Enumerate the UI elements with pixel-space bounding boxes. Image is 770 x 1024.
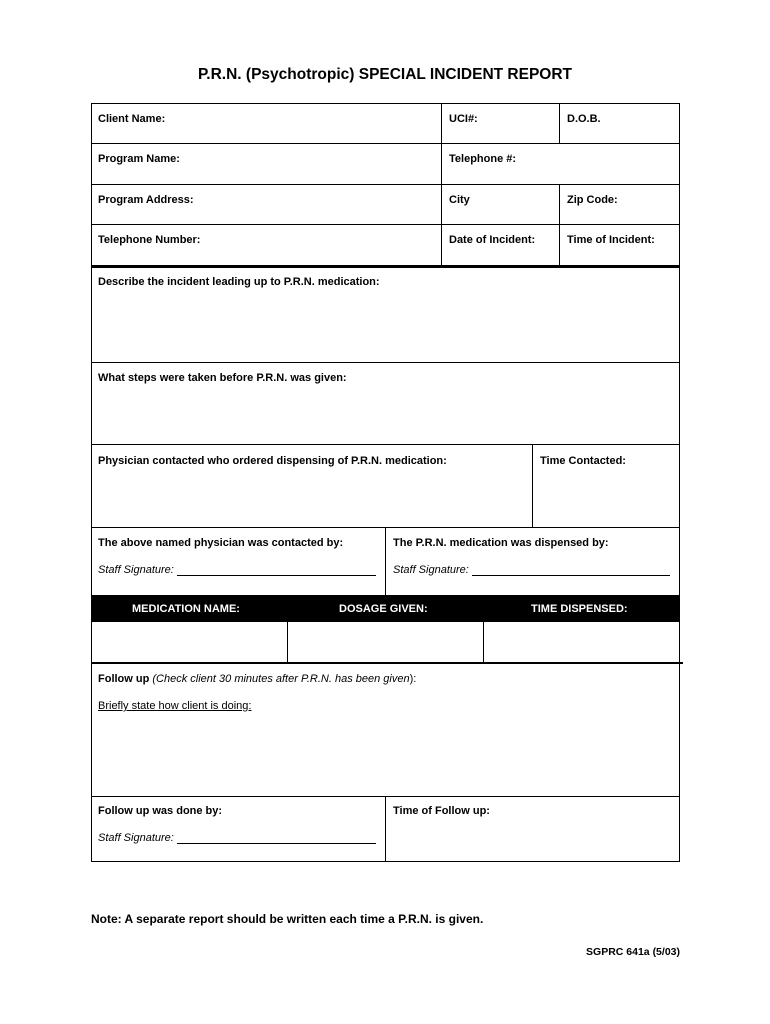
program-address-field[interactable]: Program Address: — [98, 194, 194, 206]
note-text: Note: A separate report should be written each time a P.R.N. is given. — [91, 912, 484, 926]
dob-field[interactable]: D.O.B. — [567, 113, 601, 125]
staff-signature-line[interactable] — [177, 843, 376, 844]
time-dispensed-cell[interactable] — [484, 622, 679, 662]
staff-signature-label: Staff Signature: — [98, 564, 174, 576]
describe-incident-label: Describe the incident leading up to P.R.N. medication: — [98, 276, 380, 288]
staff-signature-label: Staff Signature: — [98, 832, 174, 844]
dosage-given-cell[interactable] — [288, 622, 482, 662]
medication-name-header: MEDICATION NAME: — [132, 603, 240, 615]
form-number: SGPRC 641a (5/03) — [586, 946, 680, 958]
dosage-given-header: DOSAGE GIVEN: — [339, 603, 428, 615]
zip-code-field[interactable]: Zip Code: — [567, 194, 618, 206]
staff-signature-line[interactable] — [177, 575, 376, 576]
follow-up-label: Follow up (Check client 30 minutes after P.R.N. has been given): — [98, 673, 417, 685]
briefly-state-label: Briefly state how client is doing: — [98, 700, 252, 712]
form-title: P.R.N. (Psychotropic) SPECIAL INCIDENT REPORT — [197, 66, 573, 83]
date-of-incident-field[interactable]: Date of Incident: — [449, 234, 536, 246]
physician-contacted-by-label: The above named physician was contacted by: — [98, 537, 344, 549]
staff-signature-label: Staff Signature: — [393, 564, 469, 576]
medication-dispensed-by-label: The P.R.N. medication was dispensed by: — [393, 537, 609, 549]
client-name-field[interactable]: Client Name: — [98, 113, 166, 125]
uci-field[interactable]: UCI#: — [449, 113, 478, 125]
time-of-follow-up-field[interactable]: Time of Follow up: — [393, 805, 490, 817]
medication-name-cell[interactable] — [92, 622, 286, 662]
medication-header-bar — [91, 596, 680, 622]
follow-up-done-by-label: Follow up was done by: — [98, 805, 223, 817]
city-field[interactable]: City — [449, 194, 470, 206]
physician-contacted-field[interactable]: Physician contacted who ordered dispensing of P.R.N. medication: — [98, 455, 447, 467]
time-dispensed-header: TIME DISPENSED: — [531, 603, 628, 615]
staff-signature-line[interactable] — [472, 575, 670, 576]
steps-taken-label: What steps were taken before P.R.N. was given: — [98, 372, 347, 384]
time-of-incident-field[interactable]: Time of Incident: — [567, 234, 655, 246]
telephone-number-field[interactable]: Telephone Number: — [98, 234, 201, 246]
telephone-hash-field[interactable]: Telephone #: — [449, 153, 517, 165]
program-name-field[interactable]: Program Name: — [98, 153, 180, 165]
time-contacted-field[interactable]: Time Contacted: — [540, 455, 626, 467]
